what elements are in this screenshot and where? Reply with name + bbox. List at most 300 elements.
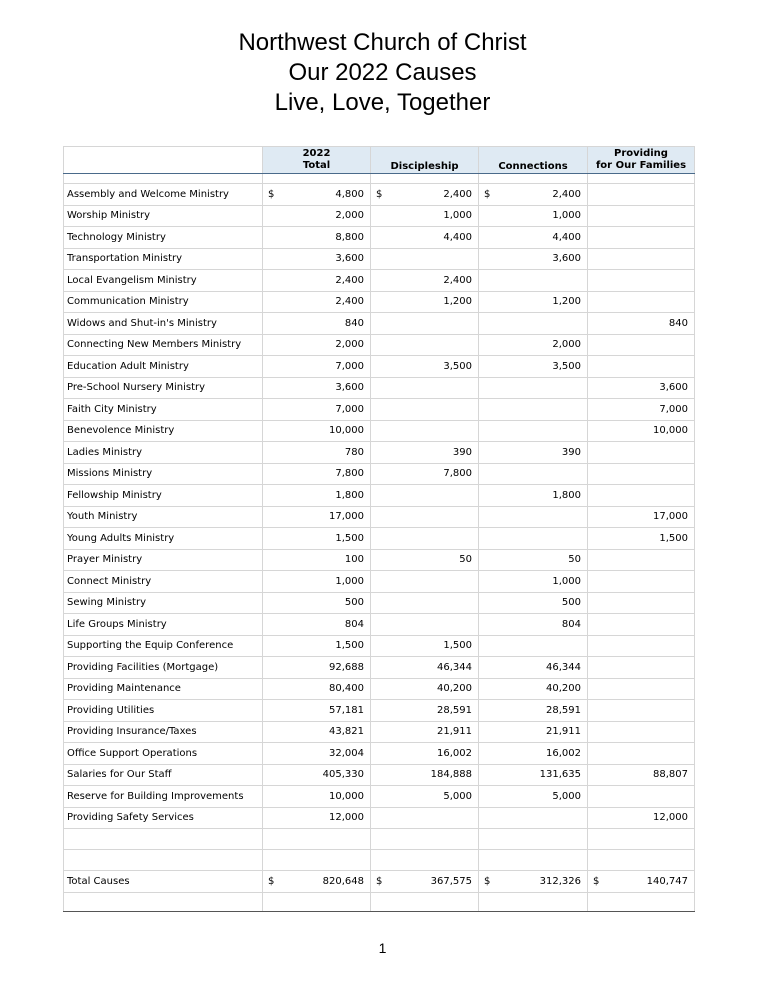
table-row	[64, 485, 695, 507]
title-church: Northwest Church of Christ	[238, 29, 527, 56]
blank-row	[64, 174, 695, 184]
title-causes: Our 2022 Causes	[288, 59, 477, 86]
cell-value: 16,002	[437, 747, 472, 759]
ministry-name: Ladies Ministry	[64, 442, 263, 464]
header-total-year: 2022	[302, 148, 331, 159]
cell-value: 7,800	[443, 468, 472, 480]
cell-value: 3,600	[659, 382, 688, 394]
cell-total	[263, 871, 371, 893]
cell-connections	[479, 721, 588, 743]
cell-connections	[479, 743, 588, 765]
ministry-name: Sewing Ministry	[64, 592, 263, 614]
cell-connections	[479, 592, 588, 614]
cell-total	[263, 571, 371, 593]
cell-families	[588, 721, 695, 743]
cell-value: 1,000	[335, 575, 364, 587]
cell-discipleship	[371, 184, 479, 206]
ministry-name: Reserve for Building Improvements	[64, 786, 263, 808]
cell-discipleship	[371, 227, 479, 249]
currency-symbol: $	[484, 188, 491, 200]
ministry-name: Assembly and Welcome Ministry	[64, 184, 263, 206]
ministry-name: Connect Ministry	[64, 571, 263, 593]
cell-value: 1,000	[443, 210, 472, 222]
cell-families	[588, 549, 695, 571]
table-row	[64, 549, 695, 571]
spacer-row	[64, 829, 695, 850]
blank-cell	[479, 829, 588, 850]
cell-connections	[479, 442, 588, 464]
blank-cell	[479, 174, 588, 184]
cell-discipleship	[371, 743, 479, 765]
cell-discipleship	[371, 678, 479, 700]
cell-connections	[479, 678, 588, 700]
cell-value: 50	[568, 554, 581, 566]
ministry-name: Salaries for Our Staff	[64, 764, 263, 786]
blank-cell	[371, 174, 479, 184]
cell-discipleship	[371, 420, 479, 442]
cell-families	[588, 184, 695, 206]
ministry-name: Pre-School Nursery Ministry	[64, 377, 263, 399]
blank-cell	[588, 829, 695, 850]
ministry-name: Faith City Ministry	[64, 399, 263, 421]
cell-value: 32,004	[329, 747, 364, 759]
cell-connections	[479, 356, 588, 378]
cell-connections	[479, 463, 588, 485]
table-row	[64, 291, 695, 313]
currency-symbol: $	[268, 876, 275, 887]
cell-families	[588, 442, 695, 464]
cell-value: 7,000	[659, 403, 688, 415]
cell-families	[588, 356, 695, 378]
cell-families	[588, 528, 695, 550]
table-row	[64, 506, 695, 528]
cell-value: 1,800	[335, 489, 364, 501]
cell-connections	[479, 571, 588, 593]
cell-families	[588, 291, 695, 313]
cell-value: 7,800	[335, 468, 364, 480]
cell-connections	[479, 399, 588, 421]
cell-value: 4,800	[335, 188, 364, 200]
table-row	[64, 270, 695, 292]
cell-value: 10,000	[329, 790, 364, 802]
cell-families	[588, 463, 695, 485]
blank-cell	[64, 893, 263, 912]
cell-value: 16,002	[546, 747, 581, 759]
spacer-row	[64, 850, 695, 871]
cell-families	[588, 571, 695, 593]
cell-families	[588, 614, 695, 636]
cell-connections	[479, 420, 588, 442]
cell-value: 1,500	[659, 532, 688, 544]
cell-value: 1,000	[552, 575, 581, 587]
cell-value: 820,648	[322, 876, 364, 887]
table-row	[64, 313, 695, 335]
cell-value: 2,400	[443, 188, 472, 200]
cell-total	[263, 334, 371, 356]
ministry-name: Youth Ministry	[64, 506, 263, 528]
table-row	[64, 571, 695, 593]
cell-families	[588, 270, 695, 292]
header-total	[263, 147, 371, 174]
cell-discipleship	[371, 764, 479, 786]
cell-value: 10,000	[653, 425, 688, 437]
cell-value: 405,330	[322, 769, 364, 781]
cell-total	[263, 700, 371, 722]
cell-discipleship	[371, 334, 479, 356]
blank-cell	[588, 850, 695, 871]
cell-total	[263, 721, 371, 743]
cell-total	[263, 485, 371, 507]
cell-connections	[479, 786, 588, 808]
cell-value: 100	[344, 554, 364, 566]
cell-discipleship	[371, 356, 479, 378]
table-row	[64, 764, 695, 786]
blank-row	[64, 893, 695, 912]
cell-connections	[479, 205, 588, 227]
ministry-name: Providing Utilities	[64, 700, 263, 722]
currency-symbol: $	[484, 876, 491, 887]
cell-discipleship	[371, 442, 479, 464]
cell-connections	[479, 184, 588, 206]
budget-table	[63, 146, 695, 912]
cell-total	[263, 764, 371, 786]
cell-value: 5,000	[443, 790, 472, 802]
header-row	[64, 147, 695, 174]
cell-value: 2,000	[335, 210, 364, 222]
cell-value: 28,591	[546, 704, 581, 716]
ministry-name: Office Support Operations	[64, 743, 263, 765]
ministry-name: Fellowship Ministry	[64, 485, 263, 507]
cell-families	[588, 485, 695, 507]
cell-value: 3,600	[335, 253, 364, 265]
cell-connections	[479, 635, 588, 657]
cell-value: 2,400	[335, 296, 364, 308]
cell-discipleship	[371, 635, 479, 657]
ministry-name: Providing Safety Services	[64, 807, 263, 829]
ministry-name: Local Evangelism Ministry	[64, 270, 263, 292]
cell-connections	[479, 227, 588, 249]
cell-value: 1,800	[552, 489, 581, 501]
header-families	[588, 147, 695, 174]
table-row	[64, 399, 695, 421]
cell-value: 7,000	[335, 360, 364, 372]
cell-value: 2,400	[552, 188, 581, 200]
cell-families	[588, 786, 695, 808]
cell-discipleship	[371, 807, 479, 829]
cell-value: 3,500	[552, 360, 581, 372]
cell-connections	[479, 377, 588, 399]
table-row	[64, 227, 695, 249]
cell-connections	[479, 657, 588, 679]
ministry-name: Transportation Ministry	[64, 248, 263, 270]
cell-connections	[479, 700, 588, 722]
cell-families	[588, 377, 695, 399]
totals-row	[64, 871, 695, 893]
cell-families	[588, 313, 695, 335]
cell-value: 4,400	[552, 231, 581, 243]
cell-connections	[479, 334, 588, 356]
cell-discipleship	[371, 485, 479, 507]
cell-discipleship	[371, 291, 479, 313]
cell-value: 46,344	[437, 661, 472, 673]
ministry-name: Providing Insurance/Taxes	[64, 721, 263, 743]
cell-total	[263, 678, 371, 700]
table-row	[64, 442, 695, 464]
cell-value: 40,200	[437, 683, 472, 695]
table-row	[64, 248, 695, 270]
blank-cell	[64, 829, 263, 850]
cell-families	[588, 506, 695, 528]
ministry-name: Life Groups Ministry	[64, 614, 263, 636]
cell-families	[588, 764, 695, 786]
cell-value: 2,000	[335, 339, 364, 351]
ministry-name: Young Adults Ministry	[64, 528, 263, 550]
cell-value: 1,500	[335, 532, 364, 544]
cell-value: 3,600	[552, 253, 581, 265]
cell-value: 840	[344, 317, 364, 329]
cell-discipleship	[371, 657, 479, 679]
cell-value: 92,688	[329, 661, 364, 673]
cell-families	[588, 248, 695, 270]
cell-total	[263, 657, 371, 679]
blank-cell	[371, 850, 479, 871]
cell-discipleship	[371, 592, 479, 614]
cell-discipleship	[371, 270, 479, 292]
blank-cell	[479, 850, 588, 871]
table-row	[64, 700, 695, 722]
ministry-name: Prayer Ministry	[64, 549, 263, 571]
cell-families	[588, 592, 695, 614]
table-row	[64, 786, 695, 808]
cell-value: 390	[452, 446, 472, 458]
cell-discipleship	[371, 571, 479, 593]
cell-value: 804	[344, 618, 364, 630]
header-name-cell	[64, 147, 263, 174]
cell-connections	[479, 528, 588, 550]
cell-discipleship	[371, 399, 479, 421]
table-row	[64, 721, 695, 743]
cell-value: 131,635	[539, 769, 581, 781]
cell-value: 1,000	[552, 210, 581, 222]
blank-cell	[64, 850, 263, 871]
cell-families	[588, 678, 695, 700]
table-row	[64, 614, 695, 636]
cell-value: 43,821	[329, 726, 364, 738]
table-row	[64, 807, 695, 829]
cell-families	[588, 635, 695, 657]
cell-value: 780	[344, 446, 364, 458]
cell-total	[263, 227, 371, 249]
cell-value: 17,000	[653, 511, 688, 523]
cell-total	[263, 592, 371, 614]
cell-value: 80,400	[329, 683, 364, 695]
cell-families	[588, 420, 695, 442]
cell-value: 5,000	[552, 790, 581, 802]
cell-discipleship	[371, 871, 479, 893]
table-row	[64, 205, 695, 227]
cell-total	[263, 463, 371, 485]
cell-families	[588, 700, 695, 722]
cell-total	[263, 506, 371, 528]
cell-value: 88,807	[653, 769, 688, 781]
ministry-name: Worship Ministry	[64, 205, 263, 227]
cell-discipleship	[371, 463, 479, 485]
header-total-label: Total	[302, 160, 331, 171]
cell-connections	[479, 485, 588, 507]
cell-discipleship	[371, 205, 479, 227]
cell-value: 3,500	[443, 360, 472, 372]
cell-discipleship	[371, 313, 479, 335]
cell-value: 367,575	[430, 876, 472, 887]
cell-discipleship	[371, 549, 479, 571]
cell-families	[588, 205, 695, 227]
cell-value: 21,911	[437, 726, 472, 738]
cell-discipleship	[371, 786, 479, 808]
cell-value: 21,911	[546, 726, 581, 738]
currency-symbol: $	[376, 188, 383, 200]
cell-value: 57,181	[329, 704, 364, 716]
cell-value: 312,326	[539, 876, 581, 887]
blank-cell	[588, 174, 695, 184]
cell-value: 1,500	[443, 640, 472, 652]
cell-total	[263, 420, 371, 442]
header-discipleship: Discipleship	[371, 147, 479, 174]
cell-connections	[479, 549, 588, 571]
cell-connections	[479, 291, 588, 313]
cell-value: 1,200	[443, 296, 472, 308]
ministry-name: Benevolence Ministry	[64, 420, 263, 442]
totals-label: Total Causes	[64, 871, 263, 893]
blank-cell	[263, 893, 371, 912]
cell-total	[263, 313, 371, 335]
page-titles	[0, 28, 765, 118]
title-motto: Live, Love, Together	[274, 89, 491, 116]
cell-connections	[479, 270, 588, 292]
cell-total	[263, 442, 371, 464]
ministry-name: Missions Ministry	[64, 463, 263, 485]
cell-families	[588, 743, 695, 765]
cell-value: 46,344	[546, 661, 581, 673]
blank-cell	[371, 893, 479, 912]
header-connections: Connections	[479, 147, 588, 174]
ministry-name: Widows and Shut-in's Ministry	[64, 313, 263, 335]
table-row	[64, 743, 695, 765]
cell-value: 140,747	[646, 876, 688, 887]
cell-total	[263, 635, 371, 657]
currency-symbol: $	[268, 188, 275, 200]
table-row	[64, 463, 695, 485]
cell-total	[263, 786, 371, 808]
cell-families	[588, 657, 695, 679]
table-row	[64, 657, 695, 679]
cell-value: 12,000	[329, 812, 364, 824]
cell-connections	[479, 506, 588, 528]
table-row	[64, 678, 695, 700]
table-row	[64, 334, 695, 356]
cell-discipleship	[371, 506, 479, 528]
cell-families	[588, 871, 695, 893]
cell-total	[263, 399, 371, 421]
ministry-name: Communication Ministry	[64, 291, 263, 313]
cell-value: 40,200	[546, 683, 581, 695]
currency-symbol: $	[376, 876, 383, 887]
cell-total	[263, 205, 371, 227]
header-families-line2: for Our Families	[595, 160, 687, 171]
cell-connections	[479, 248, 588, 270]
cell-discipleship	[371, 377, 479, 399]
cell-value: 500	[344, 597, 364, 609]
cell-value: 500	[561, 597, 581, 609]
blank-cell	[64, 174, 263, 184]
cell-value: 28,591	[437, 704, 472, 716]
cell-connections	[479, 871, 588, 893]
cell-value: 7,000	[335, 403, 364, 415]
cell-connections	[479, 614, 588, 636]
cell-value: 2,000	[552, 339, 581, 351]
cell-families	[588, 227, 695, 249]
cell-connections	[479, 807, 588, 829]
table-row	[64, 356, 695, 378]
ministry-name: Education Adult Ministry	[64, 356, 263, 378]
table-row	[64, 184, 695, 206]
cell-connections	[479, 764, 588, 786]
page-number: 1	[378, 940, 387, 956]
cell-value: 12,000	[653, 812, 688, 824]
blank-cell	[588, 893, 695, 912]
cell-total	[263, 528, 371, 550]
ministry-name: Supporting the Equip Conference	[64, 635, 263, 657]
cell-value: 3,600	[335, 382, 364, 394]
blank-cell	[263, 850, 371, 871]
ministry-name: Connecting New Members Ministry	[64, 334, 263, 356]
cell-families	[588, 807, 695, 829]
ministry-name: Providing Maintenance	[64, 678, 263, 700]
cell-total	[263, 248, 371, 270]
cell-value: 1,200	[552, 296, 581, 308]
cell-total	[263, 270, 371, 292]
cell-value: 390	[561, 446, 581, 458]
blank-cell	[479, 893, 588, 912]
header-families-line1: Providing	[614, 148, 668, 159]
cell-value: 17,000	[329, 511, 364, 523]
cell-value: 184,888	[430, 769, 472, 781]
cell-families	[588, 334, 695, 356]
cell-discipleship	[371, 700, 479, 722]
blank-cell	[371, 829, 479, 850]
table-row	[64, 377, 695, 399]
cell-families	[588, 399, 695, 421]
cell-total	[263, 743, 371, 765]
blank-cell	[263, 174, 371, 184]
cell-value: 1,500	[335, 640, 364, 652]
cell-value: 2,400	[335, 274, 364, 286]
cell-total	[263, 377, 371, 399]
cell-total	[263, 356, 371, 378]
table-row	[64, 528, 695, 550]
cell-discipleship	[371, 614, 479, 636]
table-row	[64, 420, 695, 442]
ministry-name: Technology Ministry	[64, 227, 263, 249]
currency-symbol: $	[593, 876, 600, 887]
cell-total	[263, 549, 371, 571]
ministry-name: Providing Facilities (Mortgage)	[64, 657, 263, 679]
cell-total	[263, 807, 371, 829]
cell-value: 10,000	[329, 425, 364, 437]
cell-total	[263, 184, 371, 206]
cell-total	[263, 291, 371, 313]
table-row	[64, 592, 695, 614]
blank-cell	[263, 829, 371, 850]
